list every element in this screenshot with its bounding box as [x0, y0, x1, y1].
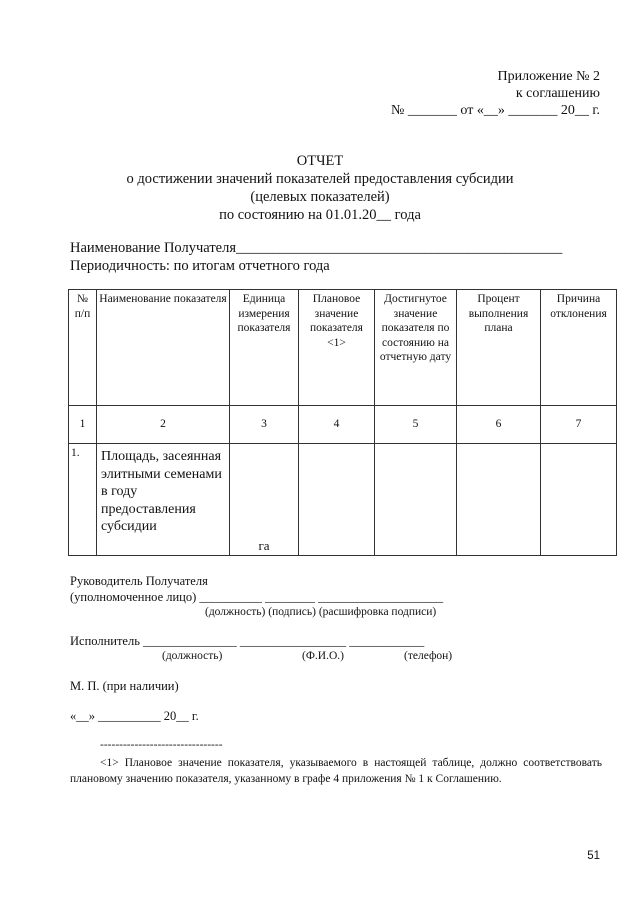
table-numbers-row [69, 406, 617, 444]
footnote-text: <1> Плановое значение показателя, указываемого в настоящей таблице, должно соответствовать плановому значению показателя, указанному в графе 4 приложения № 1 к Соглашению. [70, 757, 602, 785]
report-title: ОТЧЕТ [296, 153, 344, 169]
header-reason: Причина отклонения [541, 290, 617, 406]
head-signature-line: (уполномоченное лицо) __________ ________ ____________________ [70, 590, 444, 604]
page-number: 51 [587, 850, 600, 862]
head-label: Руководитель Получателя [70, 574, 208, 588]
col-number-1: 1 [69, 406, 97, 444]
recipient-value: _____________________________________________ [236, 240, 563, 256]
executor-phone-caption: (телефон) [404, 650, 453, 662]
row-achieved-value [375, 444, 457, 556]
stamp-label: М. П. (при наличии) [70, 679, 179, 693]
executor-position-caption: (должность) [162, 650, 223, 662]
executor-line: Исполнитель _______________ _________________ ____________ [70, 634, 425, 648]
row-reason [541, 444, 617, 556]
table-row [69, 444, 617, 556]
header-number: № п/п [69, 290, 97, 406]
header-unit: Единица измерения показателя [230, 290, 299, 406]
report-subtitle-indicators: (целевых показателей) [250, 189, 390, 205]
header-percent: Процент выполнения плана [457, 290, 541, 406]
appendix-agreement-number: № _______ от «__» _______ 20__ г. [391, 103, 600, 118]
row-number: 1. [69, 444, 97, 556]
executor-name-caption: (Ф.И.О.) [302, 650, 344, 662]
header-name: Наименование показателя [97, 290, 230, 406]
footnote-separator: -------------------------------- [100, 739, 223, 751]
head-signature-captions: (должность) (подпись) (расшифровка подписи) [205, 606, 437, 618]
table-header-row [69, 290, 617, 406]
appendix-agreement: к соглашению [515, 86, 600, 101]
col-number-6: 6 [457, 406, 541, 444]
date-line: «__» __________ 20__ г. [70, 709, 199, 723]
header-achieved: Достигнутое значение показателя по состоянию на отчетную дату [375, 290, 457, 406]
col-number-5: 5 [375, 406, 457, 444]
header-plan: Плановое значение показателя <1> [299, 290, 375, 406]
col-number-7: 7 [541, 406, 617, 444]
col-number-2: 2 [97, 406, 230, 444]
col-number-3: 3 [230, 406, 299, 444]
report-table [68, 289, 617, 556]
row-unit: га [230, 444, 299, 556]
recipient-label: Наименование Получателя [70, 240, 237, 256]
row-percent [457, 444, 541, 556]
col-number-4: 4 [299, 406, 375, 444]
recipient-field [70, 240, 562, 257]
appendix-title: Приложение № 2 [497, 69, 600, 84]
row-indicator-name: Площадь, засеянная элитными семенами в году предоставления субсидии [97, 444, 230, 556]
report-date: по состоянию на 01.01.20__ года [219, 207, 421, 223]
row-plan-value [299, 444, 375, 556]
report-subtitle: о достижении значений показателей предоставления субсидии [126, 171, 514, 187]
periodicity-label: Периодичность: по итогам отчетного года [70, 258, 330, 274]
